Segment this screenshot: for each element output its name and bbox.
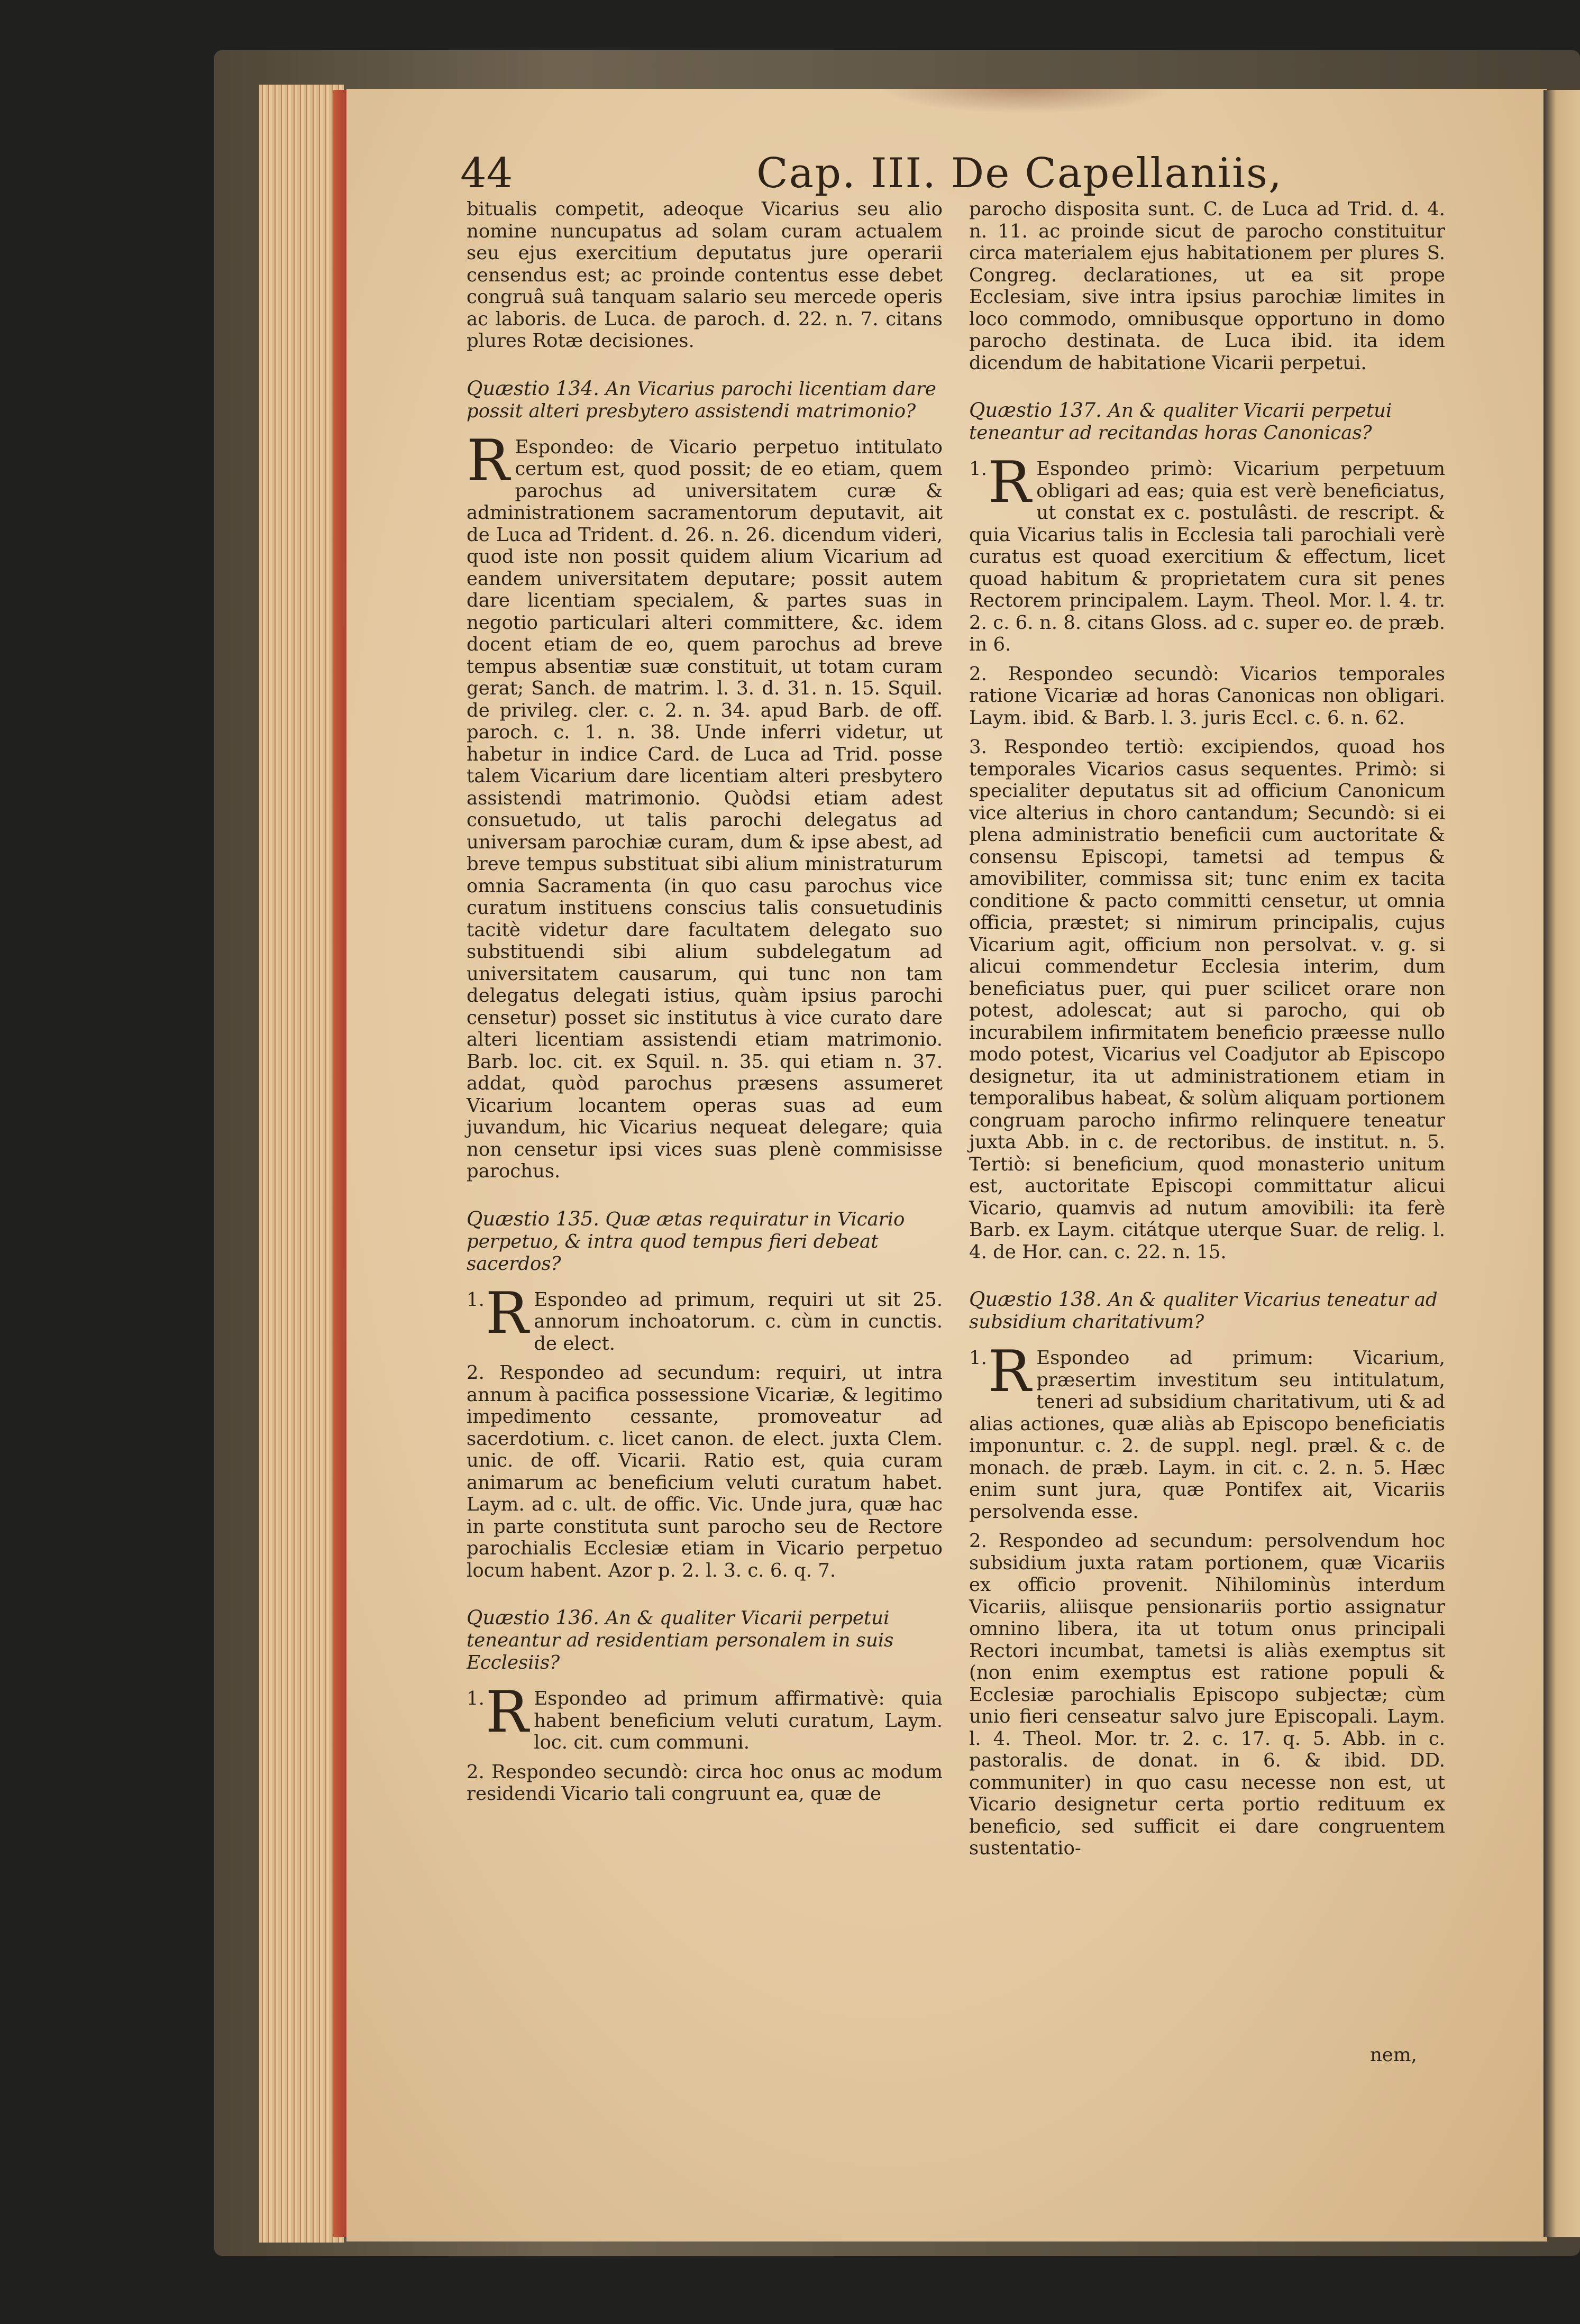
paragraph-text: Espondeo ad primum, requiri ut sit 25. annorum inchoatorum. c. cùm in cunctis. de elect. <box>534 1288 943 1355</box>
paragraph-text: bitualis competit, adeoque Vicarius seu alio nomine nuncupatus ad solam curam actualem seu ejus exercitium deputatus jure operarii censendus est; ac proinde contentus esse debet congruâ suâ tanquam salario seu mercede operis ac laboris. de Luca. de paroch. d. 22. n. 7. citans plures Rotæ decisiones. <box>467 198 943 352</box>
paragraph-text: Espondeo ad primum: Vicarium, præsertim investitum seu intitulatum, teneri ad subsidium charitativum, uti & ad alias actiones, quæ aliàs ab Episcopo beneficiatis imponuntur. c. 2. de suppl. negl. præl. & c. de monach. de præb. Laym. in cit. c. 2. n. 5. Hæc enim sunt jura, quæ Pontifex ait, Vicariis persolvenda esse. <box>969 1347 1445 1523</box>
running-head <box>460 142 1285 205</box>
question-number: Quæstio 136. <box>467 1606 600 1629</box>
question-text: An & qualiter Vicarii perpetui teneantur ad recitandas horas Canonicas? <box>969 400 1392 444</box>
paragraph-text: 2. Respondeo secundò: circa hoc onus ac modum residendi Vicario tali congruunt ea, quæ de <box>467 1761 943 1805</box>
paragraph <box>467 1761 943 1805</box>
paragraph <box>467 427 943 1183</box>
paragraph-number: 1. <box>969 458 987 480</box>
paragraph-text: parocho disposita sunt. C. de Luca ad Trid. d. 4. n. 11. ac proinde sicut de parocho constituitur circa materialem ejus habitationem per plures S. Congreg. declarationes, ut ea sit prope Ecclesiam, sive intra ipsius parochiæ limites in loco commodo, omnibusque opportuno in domo parocho destinata. de Luca ibid. ita idem dicendum de habitatione Vicarii perpetui. <box>969 198 1445 374</box>
question-heading <box>969 1288 1445 1333</box>
question-heading <box>467 1607 943 1674</box>
question-text: An & qualiter Vicarius teneatur ad subsidium charitativum? <box>969 1289 1438 1333</box>
question-text: An & qualiter Vicarii perpetui teneantur ad residentiam personalem in suis Ecclesiis? <box>467 1607 894 1673</box>
question-text: Quæ ætas requiratur in Vicario perpetuo, & intra quod tempus fieri debeat sacerdos? <box>467 1208 905 1275</box>
paragraph <box>969 198 1445 374</box>
question-heading <box>467 378 943 423</box>
paragraph-text: 2. Respondeo secundò: Vicarios temporales ratione Vicariæ ad horas Canonicas non obligari. Laym. ibid. & Barb. l. 3. juris Eccl. c. 6. n. 62. <box>969 663 1445 729</box>
paragraph-number: 1. <box>467 1288 485 1311</box>
chapter-title: Cap. III. De Capellaniis, <box>756 150 1283 197</box>
left-column <box>467 198 943 1813</box>
paragraph-text: Espondeo: de Vicario perpetuo intitulato certum est, quod possit; de eo etiam, quem parochus ad universitatem curæ & administrationem sacramentorum deputavit, ait de Luca ad Trident. d. 26. n. 26. dicendum videri, quod iste non possit quidem alium Vicarium ad eandem universitatem deputare; possit autem dare licentiam specialem, & partes suas in negotio particulari alteri committere, &c. idem docent etiam de eo, quem parochus ad breve tempus absentiæ suæ constituit, ut totam curam gerat; Sanch. de matrim. l. 3. d. 31. n. 15. Squil. de privileg. cler. c. 2. n. 34. apud Barb. de off. paroch. c. 1. n. 38. Unde inferri videtur, ut habetur in indice Card. de Luca ad Trid. posse talem Vicarium dare licentiam alteri presbytero assistendi matrimonio. Quòdsi etiam adest consuetudo, ut talis parochi delegatus ad universam parochiæ curam, dum & ipse abest, ad breve tempus substituat sibi alium ministraturum omnia Sacramenta (in quo casu parochus vice curatum instituens conscius talis consuetudinis tacitè videtur dare facultatem delegato suo substituendi sibi alium subdelegatum ad universitatem causarum, qui tunc non tam delegatus delegati istius, quàm ipsius parochi censetur) posset sic institutus à vice curato dare alteri licentiam assistendi etiam matrimonio. Barb. loc. cit. ex Squil. n. 35. qui etiam n. 37. addat, quòd parochus præsens assumeret Vicarium locantem operas suas ad eum juvandum, hic Vicarius nequeat delegare; quia non censetur ipsi vices suas plenè commisisse parochus. <box>467 436 943 1182</box>
drop-cap: R <box>467 427 510 494</box>
question-number: Quæstio 135. <box>467 1207 600 1230</box>
red-page-edge <box>333 90 348 2237</box>
page-edges <box>259 85 344 2243</box>
question-number: Quæstio 137. <box>969 399 1102 422</box>
question-heading <box>467 1208 943 1275</box>
paragraph <box>969 1339 1445 1523</box>
paragraph <box>467 1679 943 1754</box>
drop-cap: R <box>988 1339 1031 1405</box>
question-number: Quæstio 138. <box>969 1288 1102 1311</box>
paragraph-number: 1. <box>467 1688 485 1709</box>
page-number: 44 <box>460 150 513 197</box>
paragraph-number: 1. <box>969 1347 987 1369</box>
drop-cap: R <box>988 450 1031 516</box>
question-heading <box>969 399 1445 444</box>
paragraph <box>467 1362 943 1581</box>
paragraph <box>467 198 943 352</box>
page-stain <box>878 87 1174 114</box>
paragraph <box>969 736 1445 1263</box>
paragraph-text: Espondeo ad primum affirmativè: quia habent beneficium veluti curatum, Laym. loc. cit. cum communi. <box>534 1688 943 1753</box>
right-column <box>969 198 1445 1867</box>
paragraph-text: 2. Respondeo ad secundum: persolvendum hoc subsidium juxta ratam portionem, quæ Vicariis ex officio provenit. Nihilominùs interdum Vicariis, aliisque pensionariis portio assignatur omnino libera, ita ut totum onus principali Rectori incumbat, tametsi is aliàs exemptus sit (non enim exemptus est ratione populi & Ecclesiæ parochialis Episcopo subjectæ; cùm unio fieri censeatur salvo jure Episcopali. Laym. l. 4. Theol. Mor. tr. 2. c. 17. q. 5. Abb. in c. pastoralis. de donat. in 6. & ibid. DD. communiter) in quo casu necesse non est, ut Vicario designetur certa portio redituum ex beneficio, sed sufficit ei dare congruentem sustentatio- <box>969 1530 1445 1859</box>
paragraph-text: 2. Respondeo ad secundum: requiri, ut intra annum à pacifica possessione Vicariæ, & legitimo impedimento cessante, promoveatur ad sacerdotium. c. licet canon. de elect. juxta Clem. unic. de off. Vicarii. Ratio est, quia curam animarum ac beneficium veluti curatum habet. Laym. ad c. ult. de offic. Vic. Unde jura, quæ hac in parte constituta sunt parocho seu de Rectore parochialis Ecclesiæ etiam in Vicario perpetuo locum habent. Azor p. 2. l. 3. c. 6. q. 7. <box>467 1362 943 1581</box>
paragraph-text: Espondeo primò: Vicarium perpetuum obligari ad eas; quia est verè beneficiatus, ut constat ex c. postulâsti. de rescript. & quia Vicarius talis in Ecclesia tali parochiali verè curatus est quoad exercitium & effectum, licet quoad habitum & proprietatem cura sit penes Rectorem principalem. Laym. Theol. Mor. l. 4. tr. 2. c. 6. n. 8. citans Gloss. ad c. super eo. de præb. in 6. <box>969 458 1445 655</box>
catchword: nem, <box>1370 2044 1417 2066</box>
question-number: Quæstio 134. <box>467 377 600 400</box>
paragraph <box>969 663 1445 729</box>
paragraph-text: 3. Respondeo tertiò: excipiendos, quoad hos temporales Vicarios casus sequentes. Primò: si specialiter deputatus sit ad officium Canonicum vice alterius in choro cantandum; Secundò: si ei plena administratio beneficii cum auctoritate & consensu Episcopi, tametsi ad tempus & amovibiliter, commissa sit; tunc enim ex tacita conditione & pacto committi censetur, ut omnia officia, præstet; si nimirum principalis, cujus Vicarium agit, officium non persolvat. v. g. si alicui commendetur Ecclesia interim, dum beneficiatus puer, qui puer scilicet orare non potest, adolescat; aut si parocho, qui ob incurabilem infirmitatem beneficio præesse nullo modo potest, Vicarius vel Coadjutor ab Episcopo designetur, ita ut administrationem etiam in temporalibus habeat, & solùm aliquam portionem congruam parocho infirmo relinquere teneatur juxta Abb. in c. de rectoribus. de institut. n. 5. Tertiò: si beneficium, quod monasterio unitum est, auctoritate Episcopi committatur alicui Vicario, quamvis ad nutum amovibili: ita ferè Barb. ex Laym. citátque uterque Suar. de relig. l. 4. de Hor. can. c. 22. n. 15. <box>969 736 1445 1263</box>
paragraph <box>969 1530 1445 1860</box>
drop-cap: R <box>485 1280 529 1347</box>
paragraph <box>969 450 1445 656</box>
paragraph <box>467 1280 943 1355</box>
drop-cap: R <box>485 1679 529 1745</box>
facing-page-edge <box>1544 90 1580 2237</box>
question-text: An Vicarius parochi licentiam dare possit alteri presbytero assistendi matrimonio? <box>467 378 936 422</box>
